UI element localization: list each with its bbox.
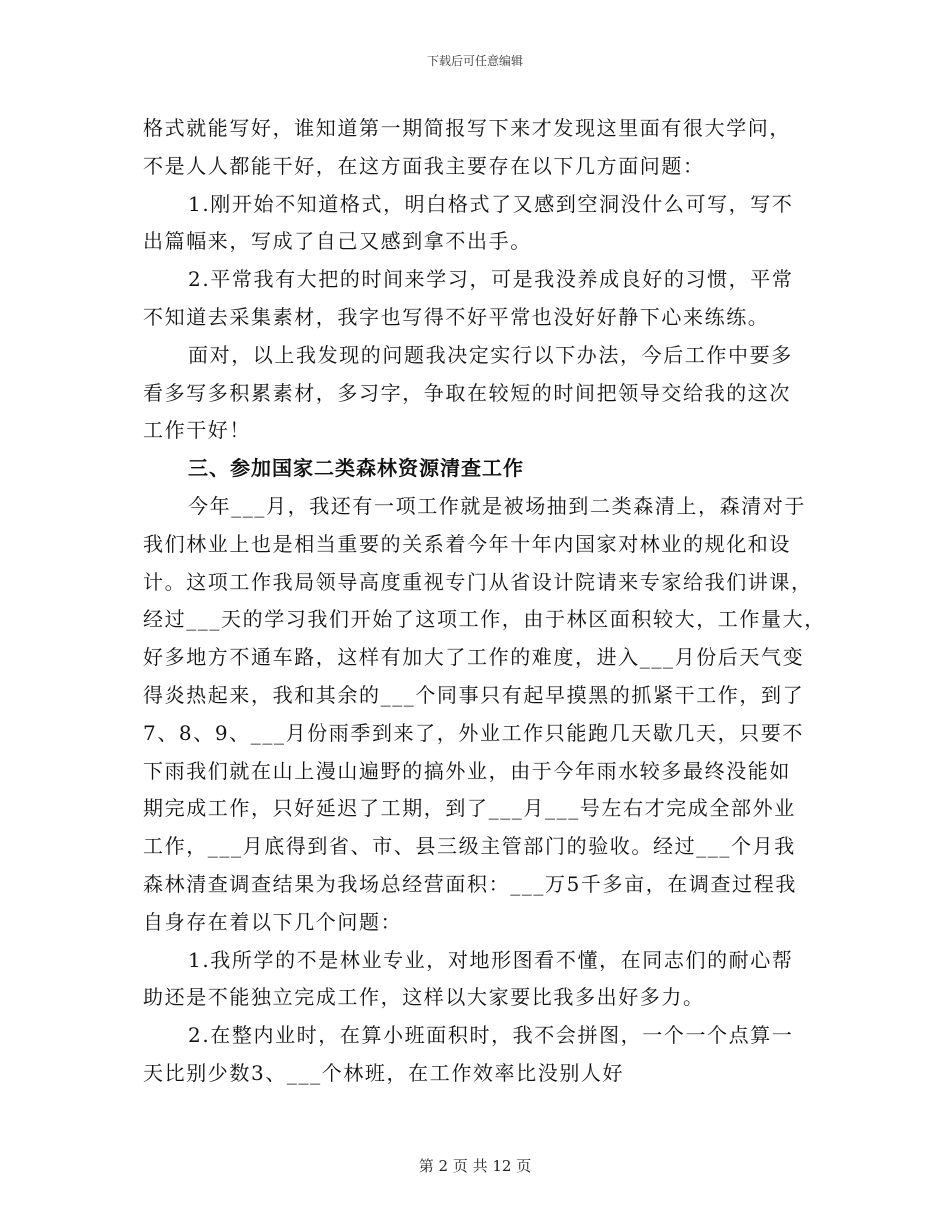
page-number: 第 2 页 共 12 页 [418, 1157, 532, 1175]
list-item: 1.刚开始不知道格式，明白格式了又感到空洞没什么可写，写不 [188, 191, 794, 216]
body-line: 工作干好！ [143, 418, 251, 443]
body-line: 好多地方不通车路，这样有加大了工作的难度，进入___月份后天气变 [143, 645, 805, 670]
body-line: 不知道去采集素材，我字也写得不好平常也没好好静下心来练练。 [143, 304, 770, 329]
body-line: 森林清查调查结果为我场总经营面积：___万5千多亩，在调查过程我 [143, 871, 797, 896]
body-line: 期完成工作，只好延迟了工期，到了___月___号左右才完成全部外业 [143, 796, 796, 821]
body-line: 格式就能写好，谁知道第一期简报写下来才发现这里面有很大学问， [143, 116, 791, 140]
paragraph-start: 今年___月，我还有一项工作就是被场抽到二类森清上，森清对于 [188, 493, 806, 518]
body-line: 不是人人都能干好，在这方面我主要存在以下几方面问题： [143, 153, 705, 178]
body-line: 得炎热起来，我和其余的___个同事只有起早摸黑的抓紧干工作，到了 [143, 682, 805, 707]
body-line: 我们林业上也是相当重要的关系着今年十年内国家对林业的规化和设 [143, 531, 791, 556]
body-line: 经过___天的学习我们开始了这项工作，由于林区面积较大，工作量大， [143, 607, 826, 632]
body-line: 助还是不能独立完成工作，这样以大家要比我多出好多力。 [143, 985, 705, 1010]
body-line: 下雨我们就在山上漫山遍野的搞外业，由于今年雨水较多最终没能如 [143, 758, 791, 783]
list-item: 1.我所学的不是林业专业，对地形图看不懂，在同志们的耐心帮 [188, 947, 794, 972]
section-heading: 三、参加国家二类森林资源清查工作 [188, 456, 524, 481]
body-line: 天比别少数3、___个林班，在工作效率比没别人好 [143, 1060, 625, 1085]
body-line: 看多写多积累素材，多习字，争取在较短的时间把领导交给我的这次 [143, 380, 791, 405]
body-line: 工作，___月底得到省、市、县三级主管部门的验收。经过___个月我 [143, 834, 796, 859]
paragraph-start: 面对，以上我发现的问题我决定实行以下办法，今后工作中要多 [188, 342, 793, 367]
body-line: 7、8、9、___月份雨季到来了，外业工作只能跑几天歇几天，只要不 [143, 720, 804, 745]
header-note: 下载后可任意编辑 [426, 54, 523, 68]
body-line: 计。这项工作我局领导高度重视专门从省设计院请来专家给我们讲课， [143, 569, 813, 594]
list-item: 2.平常我有大把的时间来学习，可是我没养成良好的习惯，平常 [188, 267, 794, 292]
list-item: 2.在整内业时，在算小班面积时，我不会拼图，一个一个点算一 [188, 1023, 794, 1048]
body-line: 自身存在着以下几个问题： [143, 909, 403, 934]
body-line: 出篇幅来，写成了自己又感到拿不出手。 [143, 229, 532, 254]
document-body [143, 110, 826, 1093]
